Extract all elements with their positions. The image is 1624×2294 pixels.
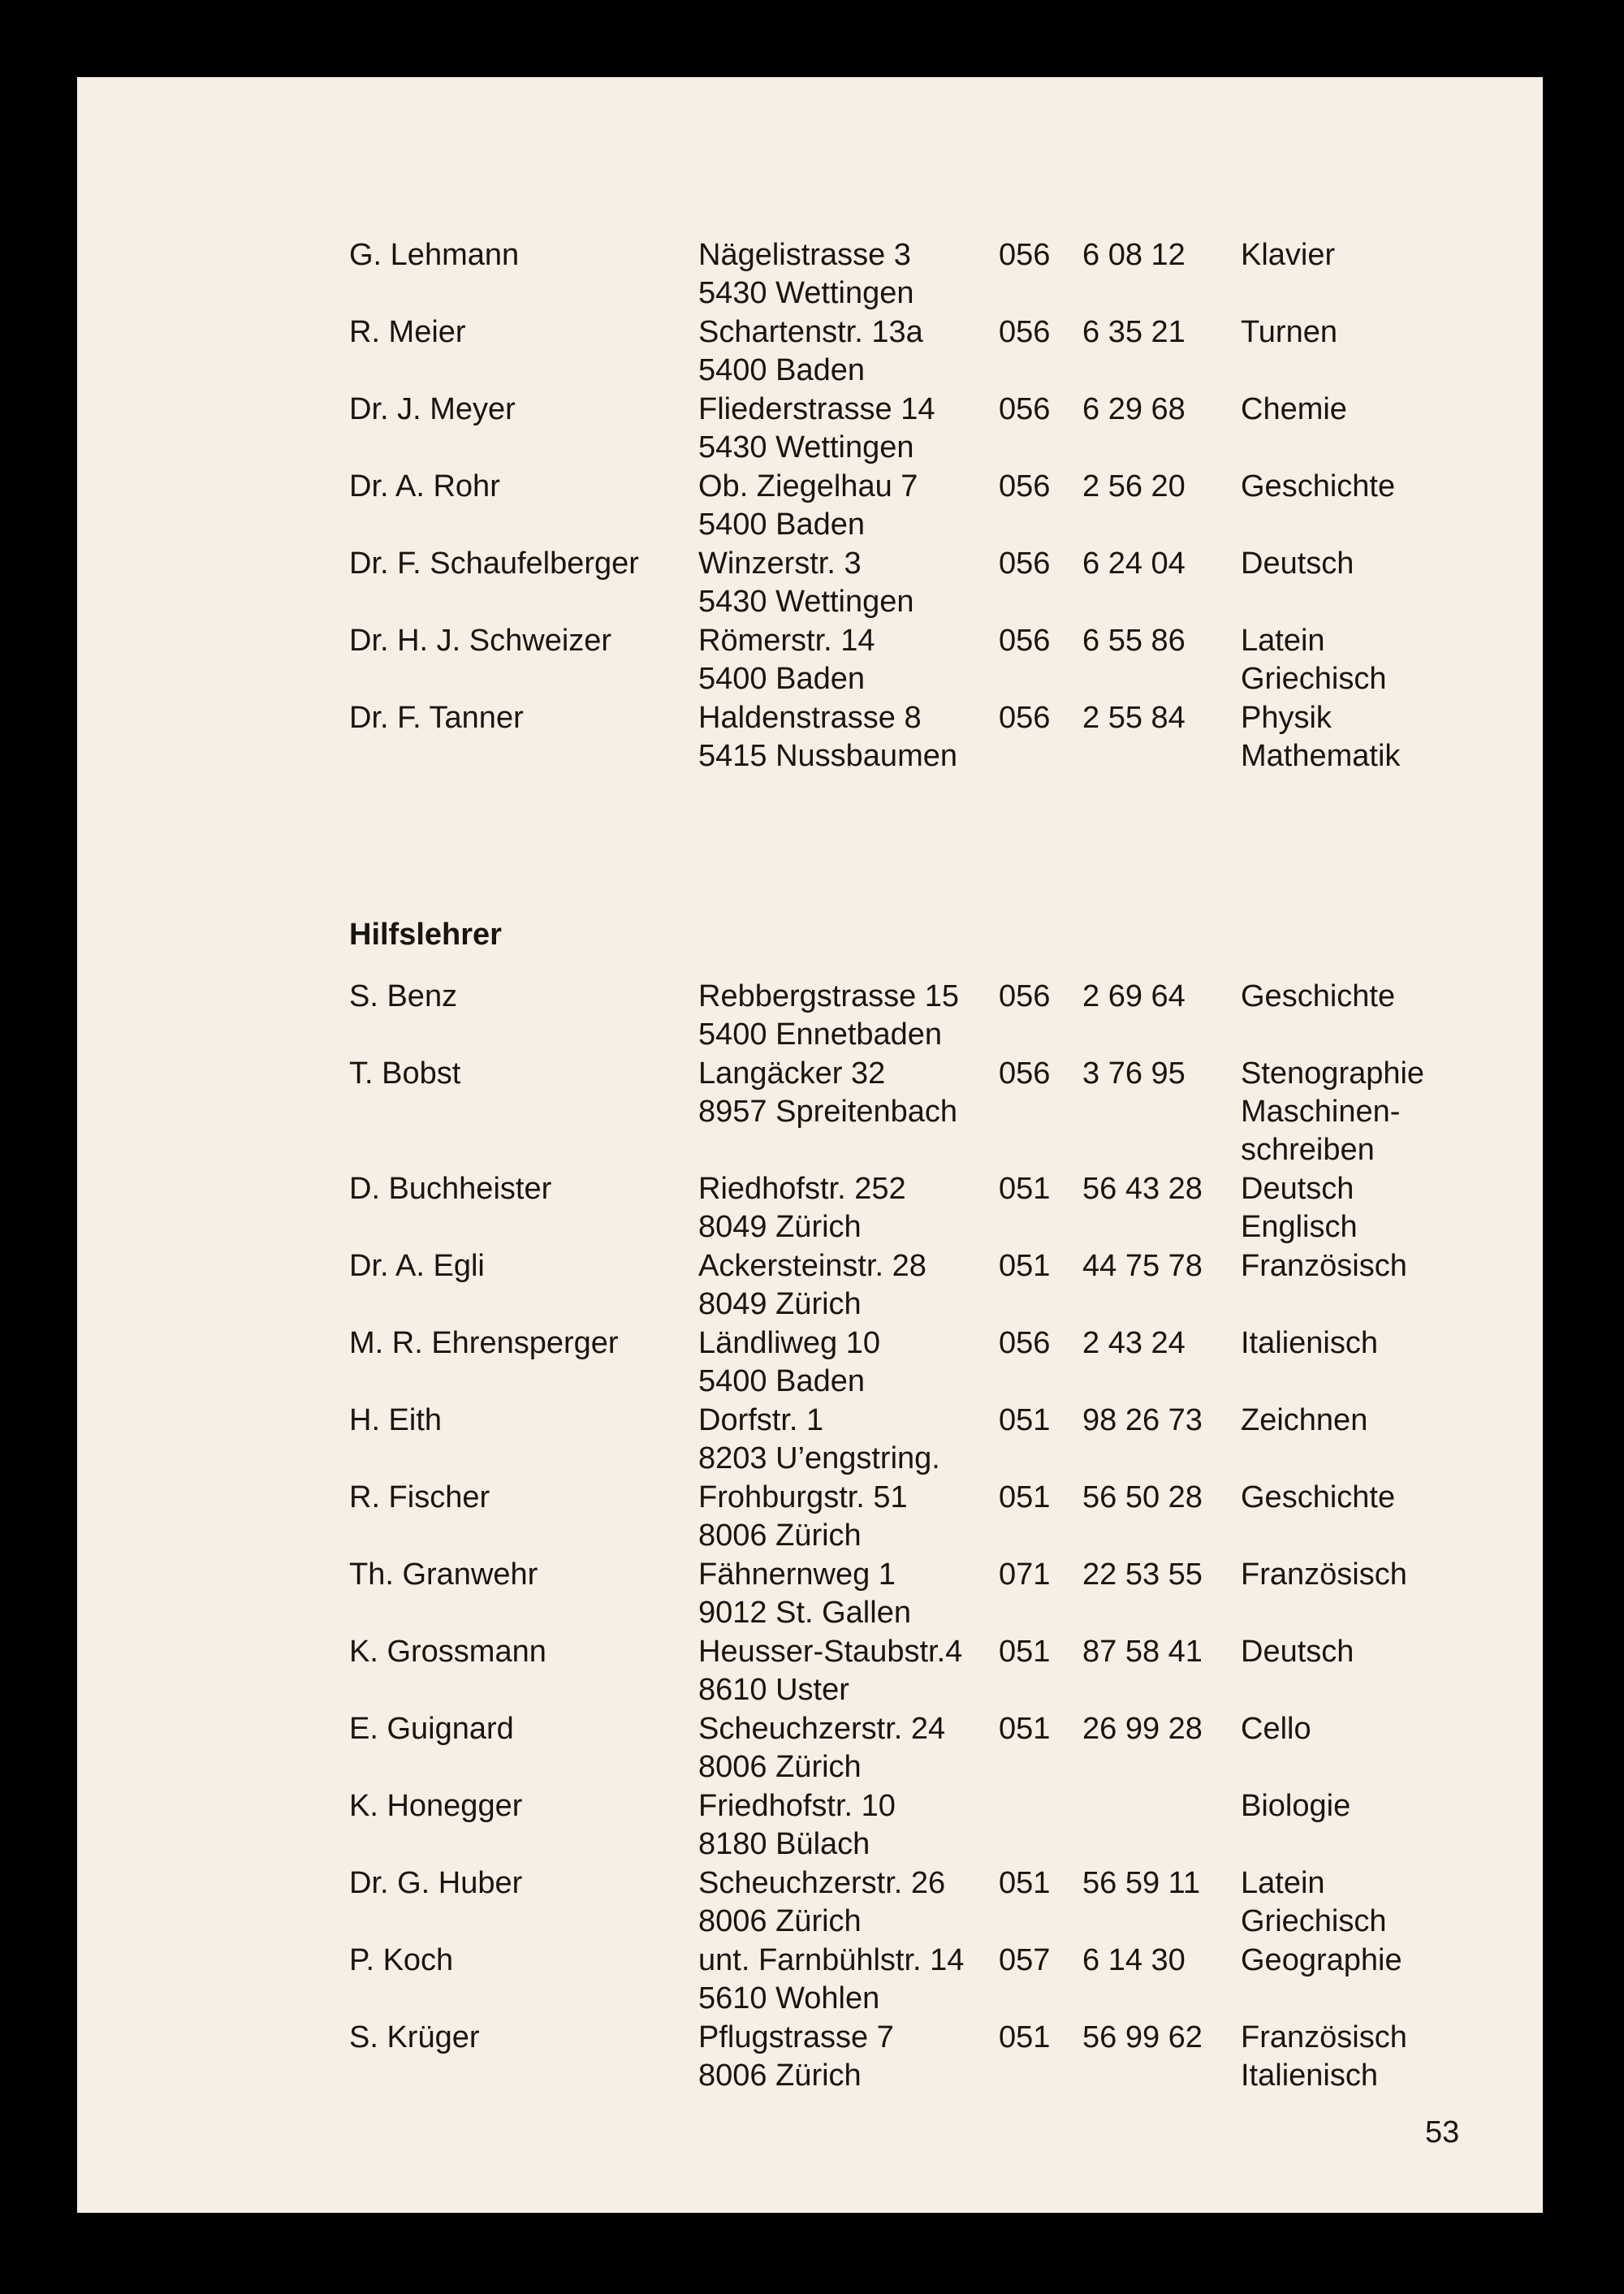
teacher-name: Dr. G. Huber <box>349 1866 523 1900</box>
phone-number: 6 08 12 <box>1082 238 1186 272</box>
area-code: 051 <box>999 1403 1051 1437</box>
phone-number: 56 43 28 <box>1082 1172 1203 1206</box>
area-code: 056 <box>999 546 1051 581</box>
subject: Französisch <box>1241 1249 1407 1283</box>
phone-number: 2 56 20 <box>1082 469 1186 503</box>
entry-row <box>77 1324 1543 1363</box>
street-address: Haldenstrasse 8 <box>698 701 922 735</box>
entry-row-cont <box>77 1439 1543 1478</box>
area-code: 071 <box>999 1557 1051 1592</box>
subject: Deutsch <box>1241 1635 1354 1669</box>
teacher-name: T. Bobst <box>349 1056 461 1091</box>
postal-city: 5610 Wohlen <box>698 1981 880 2015</box>
teacher-name: E. Guignard <box>349 1712 514 1746</box>
entry-row <box>77 621 1543 660</box>
entry-row <box>77 313 1543 352</box>
entry-row-cont <box>77 659 1543 698</box>
entry-row-cont <box>77 274 1543 313</box>
entry-row-cont <box>77 1825 1543 1864</box>
postal-city: 8957 Spreitenbach <box>698 1095 958 1129</box>
phone-number: 26 99 28 <box>1082 1712 1203 1746</box>
postal-city: 5400 Baden <box>698 353 865 387</box>
phone-number: 6 55 86 <box>1082 624 1186 658</box>
phone-number: 44 75 78 <box>1082 1249 1203 1283</box>
area-code: 051 <box>999 1635 1051 1669</box>
entry-row <box>77 1555 1543 1594</box>
street-address: Friedhofstr. 10 <box>698 1789 896 1823</box>
entry-row-cont <box>77 505 1543 544</box>
subject: Deutsch <box>1241 546 1354 581</box>
teacher-name: Dr. F. Schaufelberger <box>349 546 639 581</box>
entry-row <box>77 1401 1543 1440</box>
subject: Stenographie <box>1241 1056 1425 1091</box>
postal-city: 8006 Zürich <box>698 2059 862 2093</box>
teacher-name: S. Krüger <box>349 2020 480 2054</box>
entry-row-cont <box>77 582 1543 621</box>
subject: Latein <box>1241 1866 1325 1900</box>
phone-number: 87 58 41 <box>1082 1635 1203 1669</box>
teacher-name: H. Eith <box>349 1403 443 1437</box>
street-address: Römerstr. 14 <box>698 624 875 658</box>
postal-city: 5400 Baden <box>698 508 865 542</box>
street-address: Nägelistrasse 3 <box>698 238 911 272</box>
entry-row <box>77 1786 1543 1825</box>
entry-row-cont <box>77 1207 1543 1246</box>
teacher-name: Dr. A. Rohr <box>349 469 500 503</box>
street-address: Schartenstr. 13a <box>698 315 923 349</box>
entry-row-cont <box>77 1516 1543 1555</box>
postal-city: 8006 Zürich <box>698 1519 862 1553</box>
teacher-name: G. Lehmann <box>349 238 520 272</box>
street-address: Ob. Ziegelhau 7 <box>698 469 918 503</box>
street-address: Frohburgstr. 51 <box>698 1480 908 1514</box>
subject: schreiben <box>1241 1133 1375 1167</box>
entry-row-cont <box>77 1670 1543 1709</box>
entry-row <box>77 977 1543 1016</box>
teacher-name: Dr. J. Meyer <box>349 392 516 426</box>
page-number: 53 <box>1425 2115 1460 2149</box>
area-code: 056 <box>999 1326 1051 1360</box>
subject: Maschinen- <box>1241 1095 1401 1129</box>
teacher-name: S. Benz <box>349 979 458 1013</box>
phone-number: 2 69 64 <box>1082 979 1186 1013</box>
entry-row <box>77 1246 1543 1285</box>
entry-row <box>77 2018 1543 2057</box>
area-code: 056 <box>999 238 1051 272</box>
subject: Geographie <box>1241 1943 1402 1977</box>
entry-row-cont <box>77 737 1543 775</box>
teacher-name: R. Fischer <box>349 1480 490 1514</box>
postal-city: 8049 Zürich <box>698 1287 862 1321</box>
teacher-name: K. Grossmann <box>349 1635 546 1669</box>
entry-row <box>77 467 1543 506</box>
entry-row-cont <box>77 1593 1543 1632</box>
phone-number: 56 99 62 <box>1082 2020 1203 2054</box>
teacher-name: Th. Granwehr <box>349 1557 538 1592</box>
postal-city: 8610 Uster <box>698 1673 849 1707</box>
street-address: Riedhofstr. 252 <box>698 1172 906 1206</box>
postal-city: 8006 Zürich <box>698 1750 862 1784</box>
area-code: 051 <box>999 1480 1051 1514</box>
entry-row <box>77 1709 1543 1748</box>
area-code: 056 <box>999 624 1051 658</box>
entry-row-cont <box>77 1748 1543 1786</box>
area-code: 056 <box>999 392 1051 426</box>
street-address: Scheuchzerstr. 24 <box>698 1712 946 1746</box>
area-code: 056 <box>999 1056 1051 1091</box>
document-page <box>77 77 1543 2213</box>
teacher-name: K. Honegger <box>349 1789 523 1823</box>
area-code: 057 <box>999 1943 1051 1977</box>
entry-row-cont <box>77 1902 1543 1941</box>
phone-number: 6 24 04 <box>1082 546 1186 581</box>
entry-row <box>77 1169 1543 1208</box>
subject: Cello <box>1241 1712 1311 1746</box>
street-address: Ackersteinstr. 28 <box>698 1249 926 1283</box>
subject: Physik <box>1241 701 1332 735</box>
entry-row <box>77 1941 1543 1980</box>
street-address: Heusser-Staubstr.4 <box>698 1635 963 1669</box>
area-code: 056 <box>999 979 1051 1013</box>
subject: Französisch <box>1241 1557 1407 1592</box>
teacher-name: Dr. H. J. Schweizer <box>349 624 612 658</box>
postal-city: 5430 Wettingen <box>698 585 914 619</box>
entry-row <box>77 1478 1543 1517</box>
street-address: Langäcker 32 <box>698 1056 886 1091</box>
phone-number: 98 26 73 <box>1082 1403 1203 1437</box>
area-code: 051 <box>999 1249 1051 1283</box>
entry-row <box>77 235 1543 274</box>
postal-city: 5400 Baden <box>698 662 865 696</box>
entry-row-cont <box>77 1979 1543 2018</box>
street-address: Fähnernweg 1 <box>698 1557 896 1592</box>
subject: Latein <box>1241 624 1325 658</box>
subject: Turnen <box>1241 315 1337 349</box>
area-code: 051 <box>999 2020 1051 2054</box>
postal-city: 8049 Zürich <box>698 1210 862 1244</box>
teacher-name: D. Buchheister <box>349 1172 552 1206</box>
entry-row-cont <box>77 1092 1543 1131</box>
entry-row-cont <box>77 428 1543 467</box>
subject: Geschichte <box>1241 469 1396 503</box>
phone-number: 2 55 84 <box>1082 701 1186 735</box>
postal-city: 5400 Baden <box>698 1364 865 1398</box>
subject: Chemie <box>1241 392 1347 426</box>
teacher-name: R. Meier <box>349 315 466 349</box>
subject: Griechisch <box>1241 662 1387 696</box>
phone-number: 6 29 68 <box>1082 392 1186 426</box>
teacher-name: Dr. F. Tanner <box>349 701 524 735</box>
postal-city: 8203 U’engstring. <box>698 1441 940 1475</box>
subject: Zeichnen <box>1241 1403 1368 1437</box>
street-address: Dorfstr. 1 <box>698 1403 824 1437</box>
section-heading: Hilfslehrer <box>349 918 502 952</box>
phone-number: 3 76 95 <box>1082 1056 1186 1091</box>
subject: Klavier <box>1241 238 1336 272</box>
street-address: Scheuchzerstr. 26 <box>698 1866 946 1900</box>
teacher-name: Dr. A. Egli <box>349 1249 485 1283</box>
subject: Italienisch <box>1241 2059 1378 2093</box>
area-code: 051 <box>999 1866 1051 1900</box>
area-code: 051 <box>999 1172 1051 1206</box>
entry-row-cont <box>77 1362 1543 1401</box>
area-code: 051 <box>999 1712 1051 1746</box>
teacher-name: M. R. Ehrensperger <box>349 1326 619 1360</box>
street-address: Rebbergstrasse 15 <box>698 979 960 1013</box>
area-code: 056 <box>999 701 1051 735</box>
entry-row-cont <box>77 1015 1543 1054</box>
postal-city: 8006 Zürich <box>698 1904 862 1938</box>
entry-row <box>77 544 1543 583</box>
subject: Mathematik <box>1241 739 1401 773</box>
subject: Biologie <box>1241 1789 1351 1823</box>
subject: Italienisch <box>1241 1326 1378 1360</box>
postal-city: 9012 St. Gallen <box>698 1596 911 1630</box>
phone-number: 6 35 21 <box>1082 315 1186 349</box>
street-address: unt. Farnbühlstr. 14 <box>698 1943 965 1977</box>
subject: Deutsch <box>1241 1172 1354 1206</box>
entry-row <box>77 390 1543 429</box>
teacher-name: P. Koch <box>349 1943 454 1977</box>
postal-city: 5430 Wettingen <box>698 276 914 310</box>
postal-city: 8180 Bülach <box>698 1827 870 1861</box>
entry-row <box>77 1632 1543 1671</box>
street-address: Ländliweg 10 <box>698 1326 880 1360</box>
entry-row <box>77 1864 1543 1903</box>
street-address: Pflugstrasse 7 <box>698 2020 894 2054</box>
postal-city: 5430 Wettingen <box>698 430 914 464</box>
subject: Französisch <box>1241 2020 1407 2054</box>
subject: Englisch <box>1241 1210 1358 1244</box>
entry-row-cont <box>77 1285 1543 1324</box>
subject: Geschichte <box>1241 1480 1396 1514</box>
street-address: Fliederstrasse 14 <box>698 392 935 426</box>
postal-city: 5415 Nussbaumen <box>698 739 957 773</box>
area-code: 056 <box>999 469 1051 503</box>
subject: Griechisch <box>1241 1904 1387 1938</box>
entry-row-cont <box>77 351 1543 390</box>
entry-row <box>77 1054 1543 1093</box>
entry-row-cont <box>77 1130 1543 1169</box>
area-code: 056 <box>999 315 1051 349</box>
entry-row-cont <box>77 2056 1543 2095</box>
phone-number: 22 53 55 <box>1082 1557 1203 1592</box>
phone-number: 56 59 11 <box>1082 1866 1201 1900</box>
entry-row <box>77 698 1543 737</box>
postal-city: 5400 Ennetbaden <box>698 1017 943 1052</box>
phone-number: 2 43 24 <box>1082 1326 1186 1360</box>
phone-number: 56 50 28 <box>1082 1480 1203 1514</box>
phone-number: 6 14 30 <box>1082 1943 1186 1977</box>
street-address: Winzerstr. 3 <box>698 546 862 581</box>
subject: Geschichte <box>1241 979 1396 1013</box>
